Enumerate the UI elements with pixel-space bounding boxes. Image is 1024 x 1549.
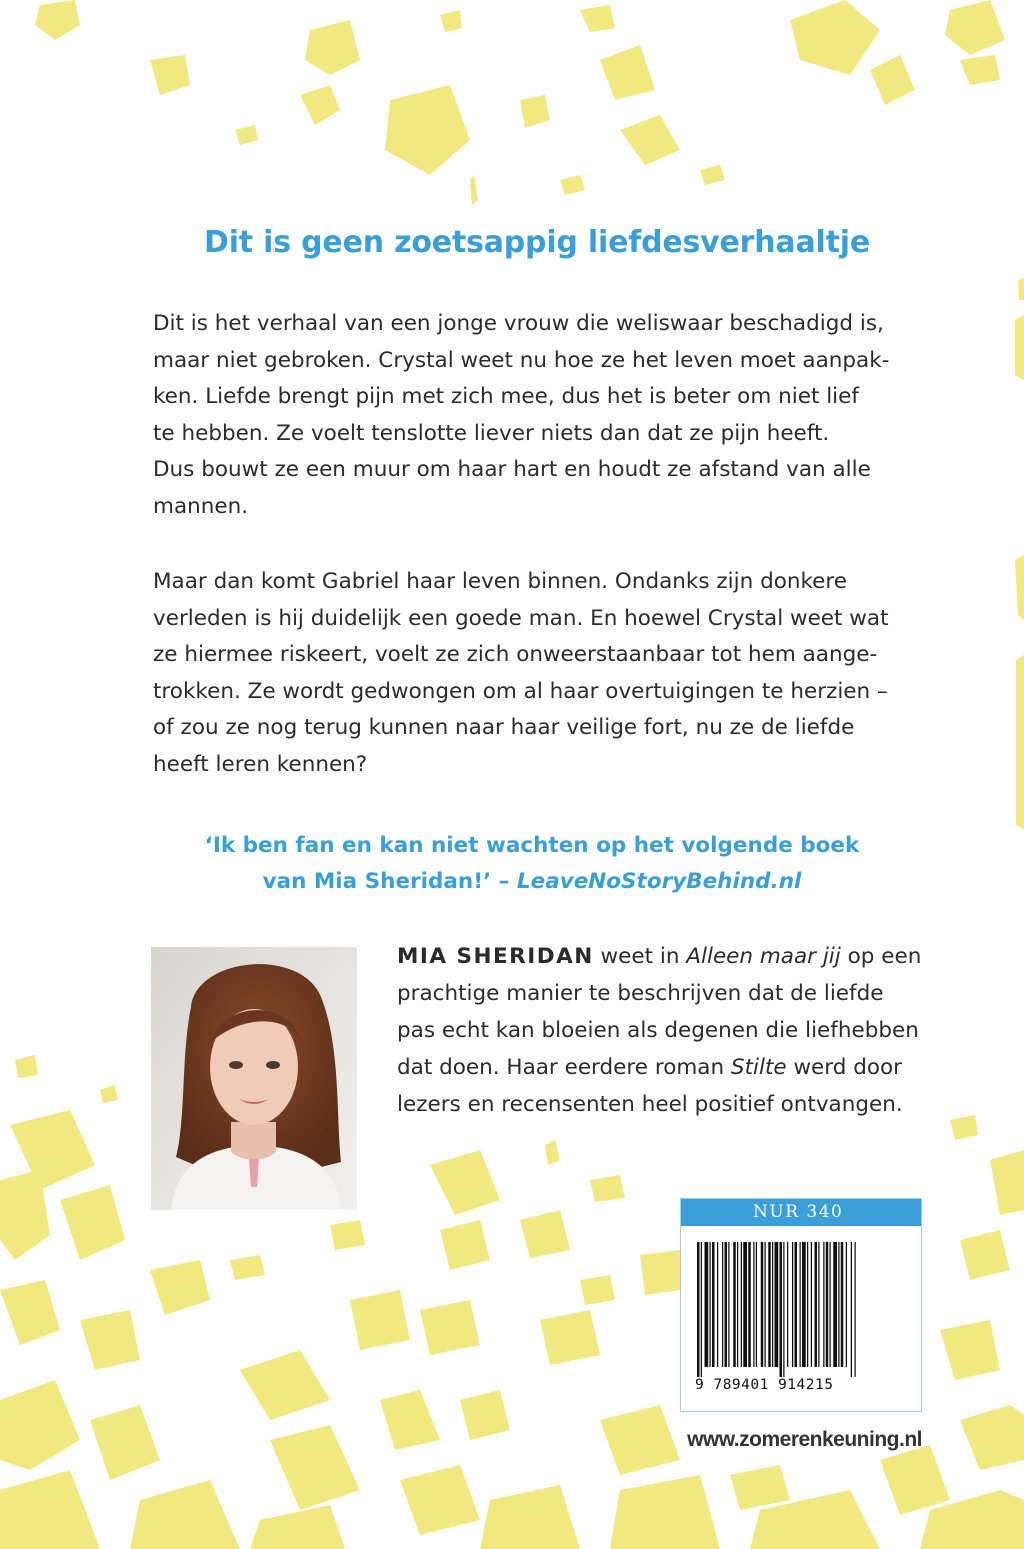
bio-text: weet in: [593, 944, 687, 969]
barcode-bar: [761, 1242, 764, 1367]
barcode-bar: [802, 1242, 806, 1367]
barcode-bar: [815, 1242, 818, 1367]
barcode-bar: [846, 1242, 847, 1367]
barcode-bar: [728, 1242, 729, 1367]
bio-line: prachtige manier te beschrijven dat de liefde: [397, 981, 884, 1006]
barcode-bar: [710, 1242, 711, 1367]
blurb-line: of zou ze nog terug kunnen naar haar veilige fort, nu ze de liefde: [153, 715, 855, 740]
barcode-bar: [737, 1242, 738, 1367]
barcode-bar: [833, 1242, 837, 1367]
barcode-bar: [748, 1242, 751, 1367]
blurb-line: verleden is hij duidelijk een goede man. En hoewel Crystal weet wat: [153, 605, 889, 631]
barcode-bar: [780, 1242, 783, 1377]
barcode-bar: [756, 1242, 757, 1367]
bio-line: lezers en recensenten heel positief ontvangen.: [397, 1092, 903, 1117]
blurb-paragraph-2: [153, 564, 933, 783]
barcode-bar: [717, 1242, 718, 1367]
barcode-bar: [772, 1242, 773, 1367]
barcode-bar: [823, 1242, 824, 1367]
blurb-line: heeft leren kennen?: [153, 751, 368, 777]
barcode-bar: [800, 1242, 801, 1367]
blurb-line: trokken. Ze wordt gedwongen om al haar overtuigingen te herzien –: [153, 678, 888, 704]
bio-text: dat doen. Haar eerdere roman: [397, 1055, 731, 1080]
isbn-number: 9 789401 914215: [695, 1377, 834, 1393]
author-name: MIA SHERIDAN: [397, 944, 594, 969]
barcode-bar: [783, 1242, 784, 1377]
barcode-bar: [775, 1242, 779, 1367]
barcode-bar: [722, 1242, 723, 1367]
blurb-line: maar niet gebroken. Crystal weet nu hoe ze het leven moet aanpak-: [153, 347, 890, 373]
book-title: Alleen maar jij: [686, 944, 841, 969]
barcode-bar: [753, 1242, 754, 1367]
blurb-line: te hebben. Ze voelt tenslotte liever niets dan dat ze pijn heeft.: [153, 420, 830, 446]
headline: Dit is geen zoetsappig liefdesverhaaltje: [204, 225, 870, 260]
barcode-bar: [841, 1242, 844, 1367]
barcode-bar: [768, 1242, 771, 1367]
publisher-website: www.zomerenkeuning.nl: [687, 1428, 922, 1451]
barcode-bar: [838, 1242, 839, 1367]
blurb-line: ken. Liefde brengt pijn met zich mee, dus het is beter om niet lief: [153, 384, 859, 409]
blurb-line: Dit is het verhaal van een jonge vrouw die weliswaar beschadigd is,: [153, 311, 884, 336]
blurb-line: mannen.: [153, 493, 249, 519]
isbn-barcode: [697, 1242, 905, 1377]
barcode-bar: [733, 1242, 736, 1367]
barcode-bar: [851, 1242, 852, 1377]
blurb-line: ze hiermee riskeert, voelt ze zich onweerstaanbaar tot hem aange-: [153, 642, 878, 667]
quote-line-2: [0, 864, 1024, 900]
quote-line-1: ‘Ik ben fan en kan niet wachten op het volgende boek: [204, 833, 860, 858]
blurb-paragraph-1: [153, 306, 933, 525]
barcode-bar: [855, 1242, 856, 1377]
barcode-bar: [795, 1242, 798, 1367]
quote-source: LeaveNoStoryBehind.nl: [516, 869, 802, 894]
barcode-bar: [807, 1242, 808, 1367]
barcode-bar: [792, 1242, 793, 1367]
barcode-bar: [701, 1242, 702, 1377]
barcode-bar: [705, 1242, 709, 1367]
barcode-bar: [826, 1242, 829, 1367]
previous-book-title: Stilte: [730, 1055, 787, 1080]
barcode-bar: [743, 1242, 747, 1367]
bio-line: [397, 1049, 957, 1086]
barcode-bar: [712, 1242, 715, 1367]
barcode-bar: [830, 1242, 831, 1367]
barcode-bar: [811, 1242, 812, 1367]
bio-text: op een: [840, 944, 922, 969]
bio-line: [397, 938, 957, 975]
barcode-bar: [741, 1242, 742, 1367]
author-photo: [151, 947, 357, 1210]
blurb-line: Dus bouwt ze een muur om haar hart en houdt ze afstand van alle: [153, 457, 871, 482]
bio-line: pas echt kan bloeien als degenen die liefhebben: [397, 1018, 919, 1043]
nur-code: NUR 340: [681, 1199, 921, 1226]
barcode-bar: [697, 1242, 700, 1377]
author-bio: [397, 938, 957, 1123]
barcode-box: [680, 1198, 922, 1412]
barcode-bar: [818, 1242, 819, 1367]
bio-text: werd door: [786, 1055, 902, 1080]
review-quote: [0, 828, 1024, 900]
blurb-line: Maar dan komt Gabriel haar leven binnen. Ondanks zijn donkere: [153, 569, 848, 594]
barcode-bar: [787, 1242, 788, 1367]
barcode-bar: [765, 1242, 766, 1367]
quote-text: van Mia Sheridan!’ –: [262, 869, 517, 894]
barcode-bar: [725, 1242, 728, 1367]
